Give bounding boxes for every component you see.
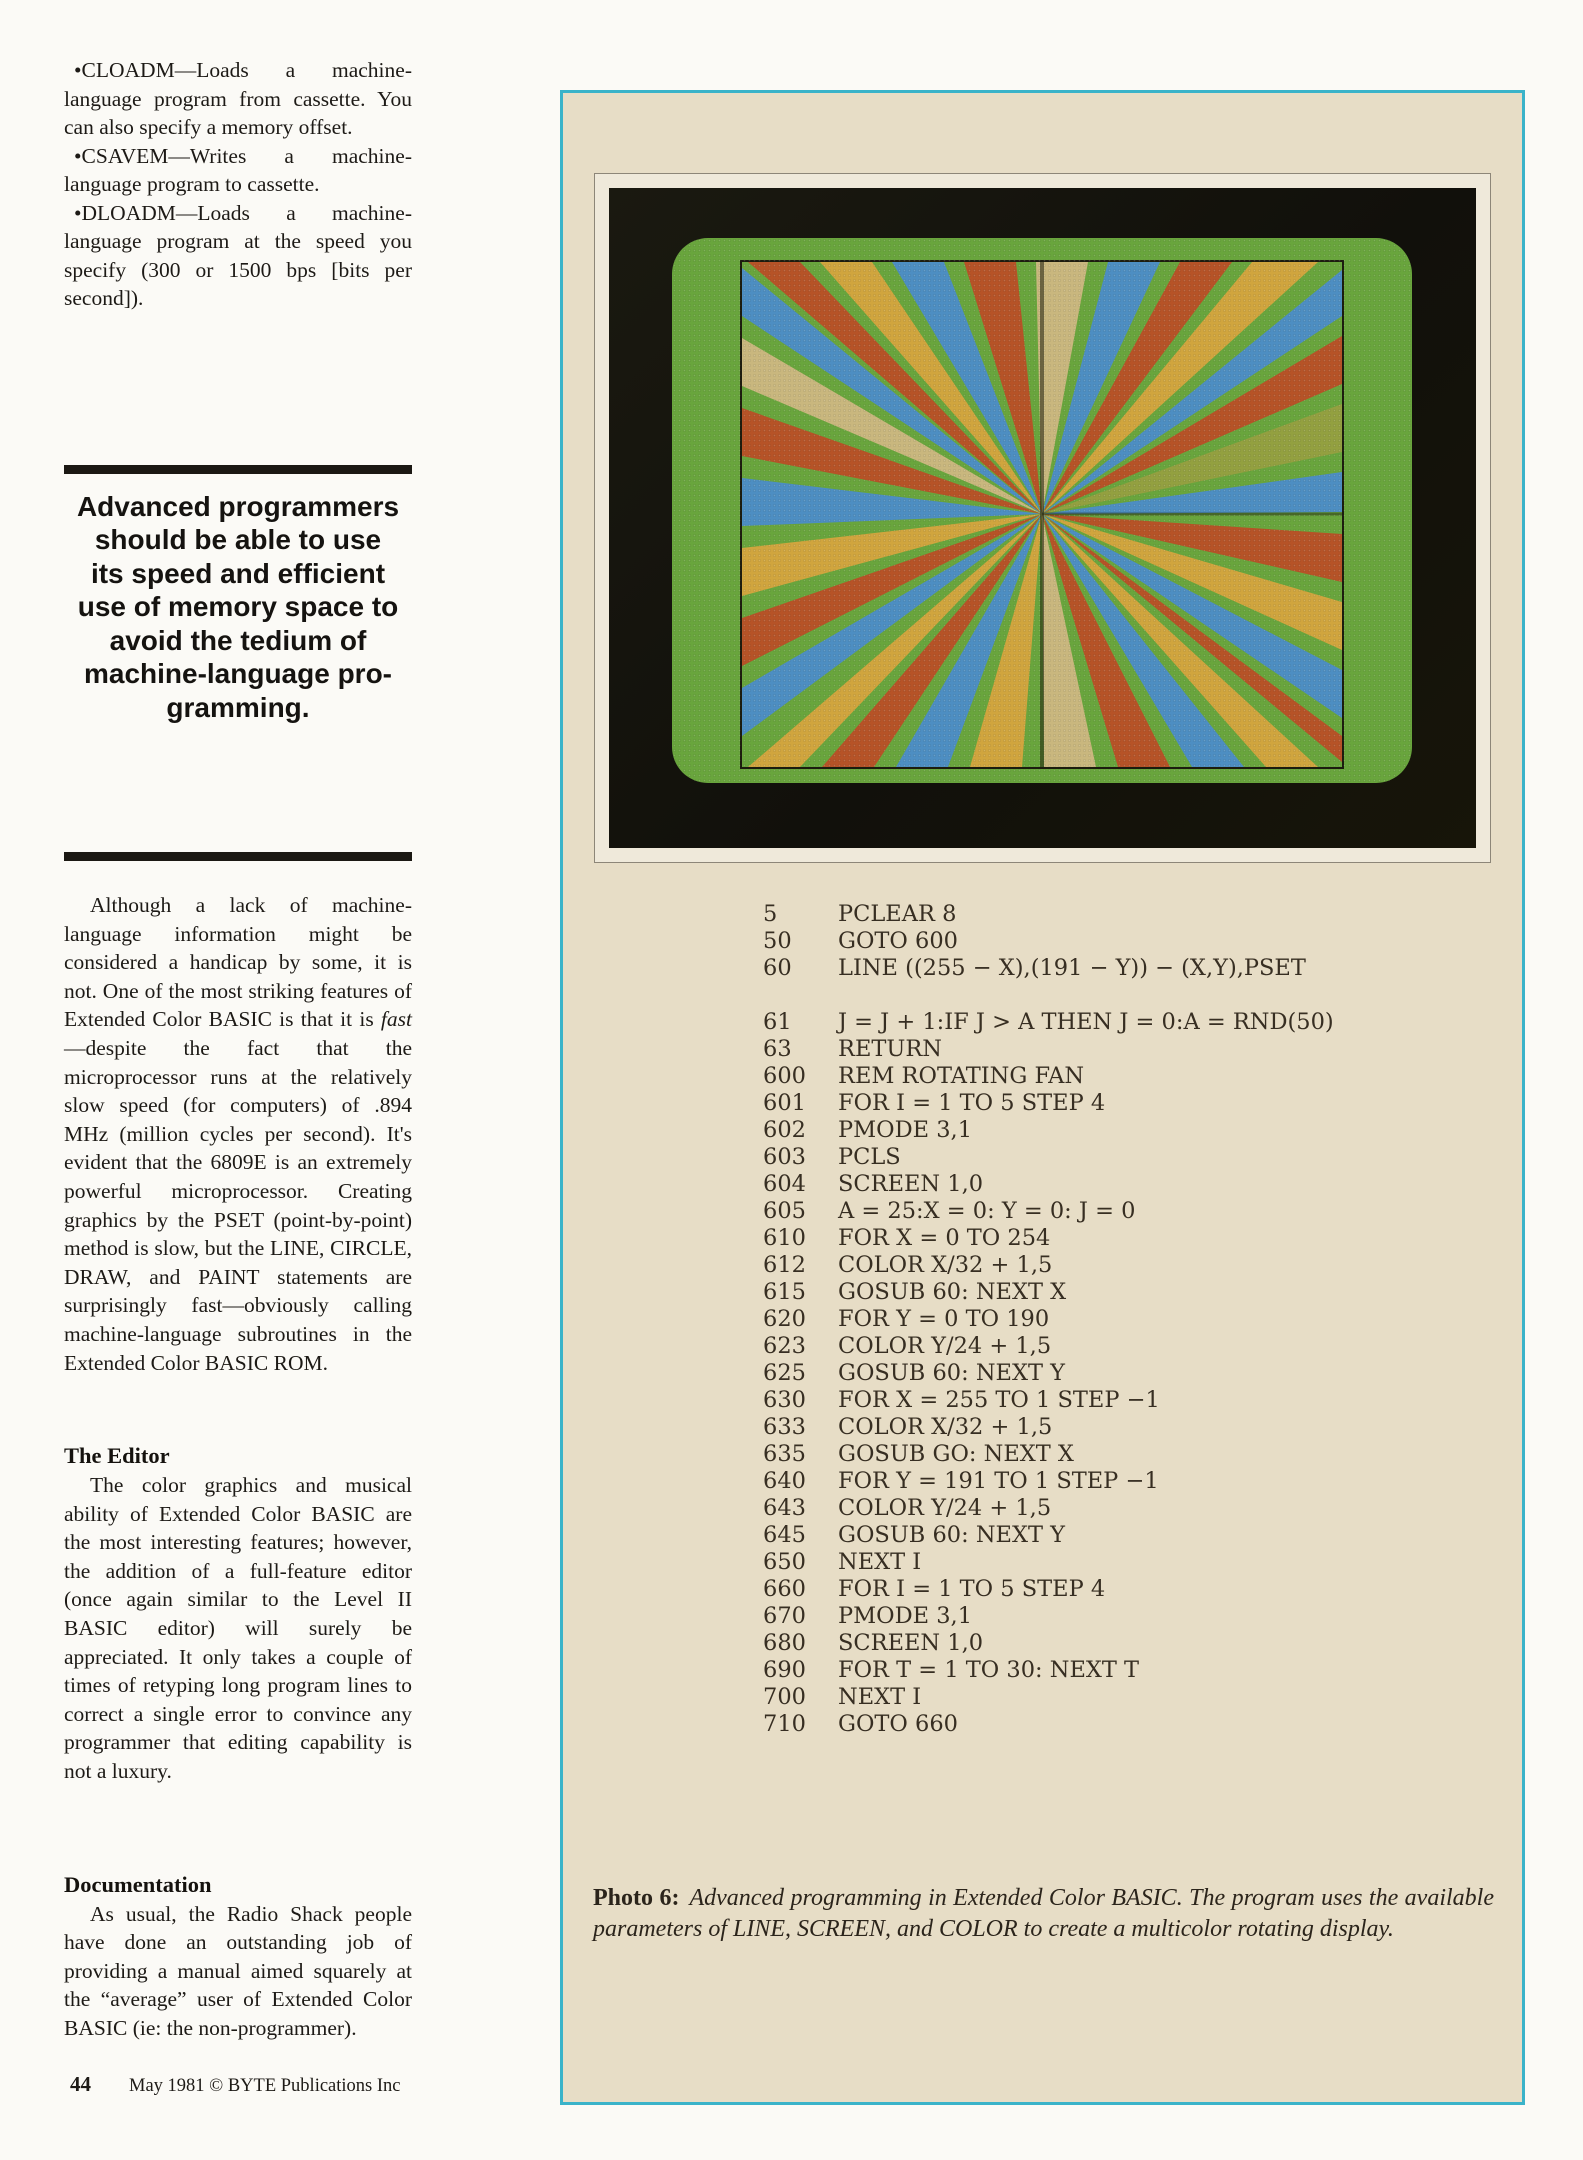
- line-number: 603: [763, 1144, 806, 1170]
- line-code: SCREEN 1,0: [838, 1171, 984, 1197]
- listing-row: [763, 1684, 1522, 1711]
- listing-row: [763, 1171, 1522, 1198]
- caption-text: Advanced programming in Extended Color BASIC. The program uses the available parameters of LINE, SCREEN, and COLOR to create a multicolor rotating display.: [593, 1885, 1494, 1942]
- line-code: COLOR X/32 + 1,5: [838, 1252, 1053, 1278]
- page-number: 44: [70, 2072, 91, 2096]
- line-number: 633: [763, 1414, 806, 1440]
- line-code: GOTO 660: [838, 1711, 958, 1737]
- line-code: COLOR Y/24 + 1,5: [838, 1333, 1052, 1359]
- line-code: FOR X = 255 TO 1 STEP −1: [838, 1387, 1160, 1413]
- program-listing: [763, 901, 1522, 1738]
- line-number: 601: [763, 1090, 806, 1116]
- body-paragraph-1: [64, 891, 412, 1377]
- line-code: FOR T = 1 TO 30: NEXT T: [838, 1657, 1140, 1683]
- listing-row: [763, 1333, 1522, 1360]
- line-number: 630: [763, 1387, 806, 1413]
- listing-row: [763, 1630, 1522, 1657]
- footer-credit: May 1981 © BYTE Publications Inc: [129, 2076, 401, 2096]
- line-code: GOSUB 60: NEXT Y: [838, 1360, 1065, 1386]
- line-code: FOR I = 1 TO 5 STEP 4: [838, 1090, 1106, 1116]
- line-code: COLOR Y/24 + 1,5: [838, 1495, 1052, 1521]
- photo-black-area: [609, 188, 1476, 848]
- line-number: 643: [763, 1495, 806, 1521]
- line-number: 640: [763, 1468, 806, 1494]
- bullet-item: •CSAVEM—Writes a machine-language program to cassette.: [64, 143, 412, 196]
- fan-plot-area: [740, 260, 1344, 769]
- listing-row: [763, 1522, 1522, 1549]
- pull-quote-line: should be able to use: [94, 524, 382, 555]
- listing-row: [763, 1603, 1522, 1630]
- line-number: 600: [763, 1063, 806, 1089]
- line-code: J = J + 1:IF J > A THEN J = 0:A = RND(50): [838, 1009, 1334, 1035]
- listing-row: [763, 1441, 1522, 1468]
- line-number: 620: [763, 1306, 806, 1332]
- listing-row: [763, 1144, 1522, 1171]
- photo-panel: [560, 90, 1525, 2105]
- listing-row: [763, 1009, 1522, 1036]
- listing-row: [763, 1198, 1522, 1225]
- photo-caption: [593, 1883, 1494, 1945]
- line-code: NEXT I: [838, 1549, 922, 1575]
- listing-row: [763, 1279, 1522, 1306]
- line-number: 63: [763, 1036, 792, 1062]
- line-number: 623: [763, 1333, 806, 1359]
- line-number: 690: [763, 1657, 806, 1683]
- line-number: 700: [763, 1684, 806, 1710]
- listing-row: [763, 1252, 1522, 1279]
- crt-screen: [672, 238, 1412, 783]
- fan-svg: [742, 262, 1342, 767]
- listing-row: [763, 1387, 1522, 1414]
- listing-row: [763, 1468, 1522, 1495]
- listing-row: [763, 1225, 1522, 1252]
- body-paragraph-3: As usual, the Radio Shack people have done an outstanding job of providing a manual aimed squarely at the “average” user of Extended Color BASIC (ie: the non-programmer).: [64, 1901, 412, 2040]
- line-code: NEXT I: [838, 1684, 922, 1710]
- listing-row: [763, 1711, 1522, 1738]
- listing-row: [763, 1117, 1522, 1144]
- line-code: FOR X = 0 TO 254: [838, 1225, 1051, 1251]
- line-number: 604: [763, 1171, 806, 1197]
- italic-word-fast: fast: [380, 1007, 412, 1032]
- page-footer: [70, 2072, 400, 2097]
- line-number: 612: [763, 1252, 806, 1278]
- pull-quote-line: its speed and efficient: [90, 557, 386, 589]
- bullet-item: •DLOADM—Loads a machine-language program at the speed you specify (300 or 1500 bps [bits per second]).: [64, 200, 412, 310]
- line-code: RETURN: [838, 1036, 942, 1062]
- line-code: FOR I = 1 TO 5 STEP 4: [838, 1576, 1106, 1602]
- bullet-item: •CLOADM—Loads a machine-language program from cassette. You can also specify a memory offset.: [64, 58, 412, 139]
- pull-quote-line: avoid the tedium of: [109, 624, 367, 656]
- line-number: 645: [763, 1522, 806, 1548]
- line-code: PMODE 3,1: [838, 1603, 973, 1629]
- line-code: GOSUB 60: NEXT X: [838, 1279, 1067, 1305]
- line-number: 602: [763, 1117, 806, 1143]
- listing-row: [763, 1495, 1522, 1522]
- pull-quote-line: use of memory space to: [77, 591, 399, 622]
- paragraph-text: Although a lack of machine-language information might be considered a handicap by some, it is not. One of the most striking features of Extended Color BASIC is that it is: [64, 893, 412, 1032]
- pull-quote-line: machine-language pro-: [83, 658, 393, 689]
- pull-quote-line: Advanced programmers: [76, 490, 400, 522]
- line-number: 60: [763, 955, 792, 981]
- listing-row: [763, 1063, 1522, 1090]
- listing-row: [763, 955, 1522, 982]
- line-code: REM ROTATING FAN: [838, 1063, 1085, 1089]
- command-bullet-list: [64, 56, 412, 313]
- body-paragraph-2: The color graphics and musical ability of Extended Color BASIC are the most interesting features; however, the addition of a full-feature editor (once again similar to the Level II BASIC editor) will surely be appreciated. It only takes a couple of times of retyping long program lines to correct a single error to convince any programmer that editing capability is not a luxury.: [64, 1473, 412, 1784]
- line-code: LINE ((255 − X),(191 − Y)) − (X,Y),PSET: [838, 955, 1306, 981]
- listing-row: [763, 928, 1522, 955]
- listing-row: [763, 901, 1522, 928]
- line-number: 660: [763, 1576, 806, 1602]
- line-number: 61: [763, 1009, 792, 1035]
- left-column: [64, 56, 412, 2043]
- pull-quote-line: gramming.: [166, 691, 310, 723]
- listing-row: [763, 982, 1522, 1009]
- listing-row: [763, 1036, 1522, 1063]
- line-number: 5: [763, 901, 778, 927]
- divider-rule-bottom: [64, 852, 412, 861]
- line-number: 605: [763, 1198, 806, 1224]
- line-code: FOR Y = 0 TO 190: [838, 1306, 1050, 1332]
- paragraph-text: —despite the fact that the microprocessor runs at the relatively slow speed (for computers) of .894 MHz (million cycles per second). It's evident that the 6809E is an extremely powerful microprocessor. Creating graphics by the PSET (point-by-point) method is slow, but the LINE, CIRCLE, DRAW, and PAINT statements are surprisingly fast—obviously calling machine-language subroutines in the Extended Color BASIC ROM.: [64, 1035, 412, 1375]
- line-code: GOSUB 60: NEXT Y: [838, 1522, 1065, 1548]
- listing-row: [763, 1306, 1522, 1333]
- line-code: PCLS: [838, 1144, 901, 1170]
- line-number: 710: [763, 1711, 806, 1737]
- line-code: PMODE 3,1: [838, 1117, 973, 1143]
- line-number: 635: [763, 1441, 806, 1467]
- line-code: GOSUB GO: NEXT X: [838, 1441, 1074, 1467]
- pull-quote: [64, 490, 412, 725]
- section-heading-editor: The Editor: [64, 1443, 170, 1469]
- listing-row: [763, 1414, 1522, 1441]
- listing-row: [763, 1576, 1522, 1603]
- divider-rule-top: [64, 465, 412, 474]
- listing-row: [763, 1549, 1522, 1576]
- listing-row: [763, 1360, 1522, 1387]
- line-code: GOTO 600: [838, 928, 958, 954]
- line-code: PCLEAR 8: [838, 901, 957, 927]
- listing-row: [763, 1657, 1522, 1684]
- line-number: 50: [763, 928, 792, 954]
- line-number: 680: [763, 1630, 806, 1656]
- line-number: 650: [763, 1549, 806, 1575]
- line-code: A = 25:X = 0: Y = 0: J = 0: [838, 1198, 1136, 1224]
- line-number: 615: [763, 1279, 806, 1305]
- section-heading-documentation: Documentation: [64, 1871, 212, 1897]
- caption-label: Photo 6:: [593, 1885, 680, 1911]
- photo-frame: [594, 173, 1491, 863]
- listing-row: [763, 1090, 1522, 1117]
- line-number: 625: [763, 1360, 806, 1386]
- line-code: SCREEN 1,0: [838, 1630, 984, 1656]
- line-number: 670: [763, 1603, 806, 1629]
- line-code: FOR Y = 191 TO 1 STEP −1: [838, 1468, 1159, 1494]
- line-number: 610: [763, 1225, 806, 1251]
- line-code: COLOR X/32 + 1,5: [838, 1414, 1053, 1440]
